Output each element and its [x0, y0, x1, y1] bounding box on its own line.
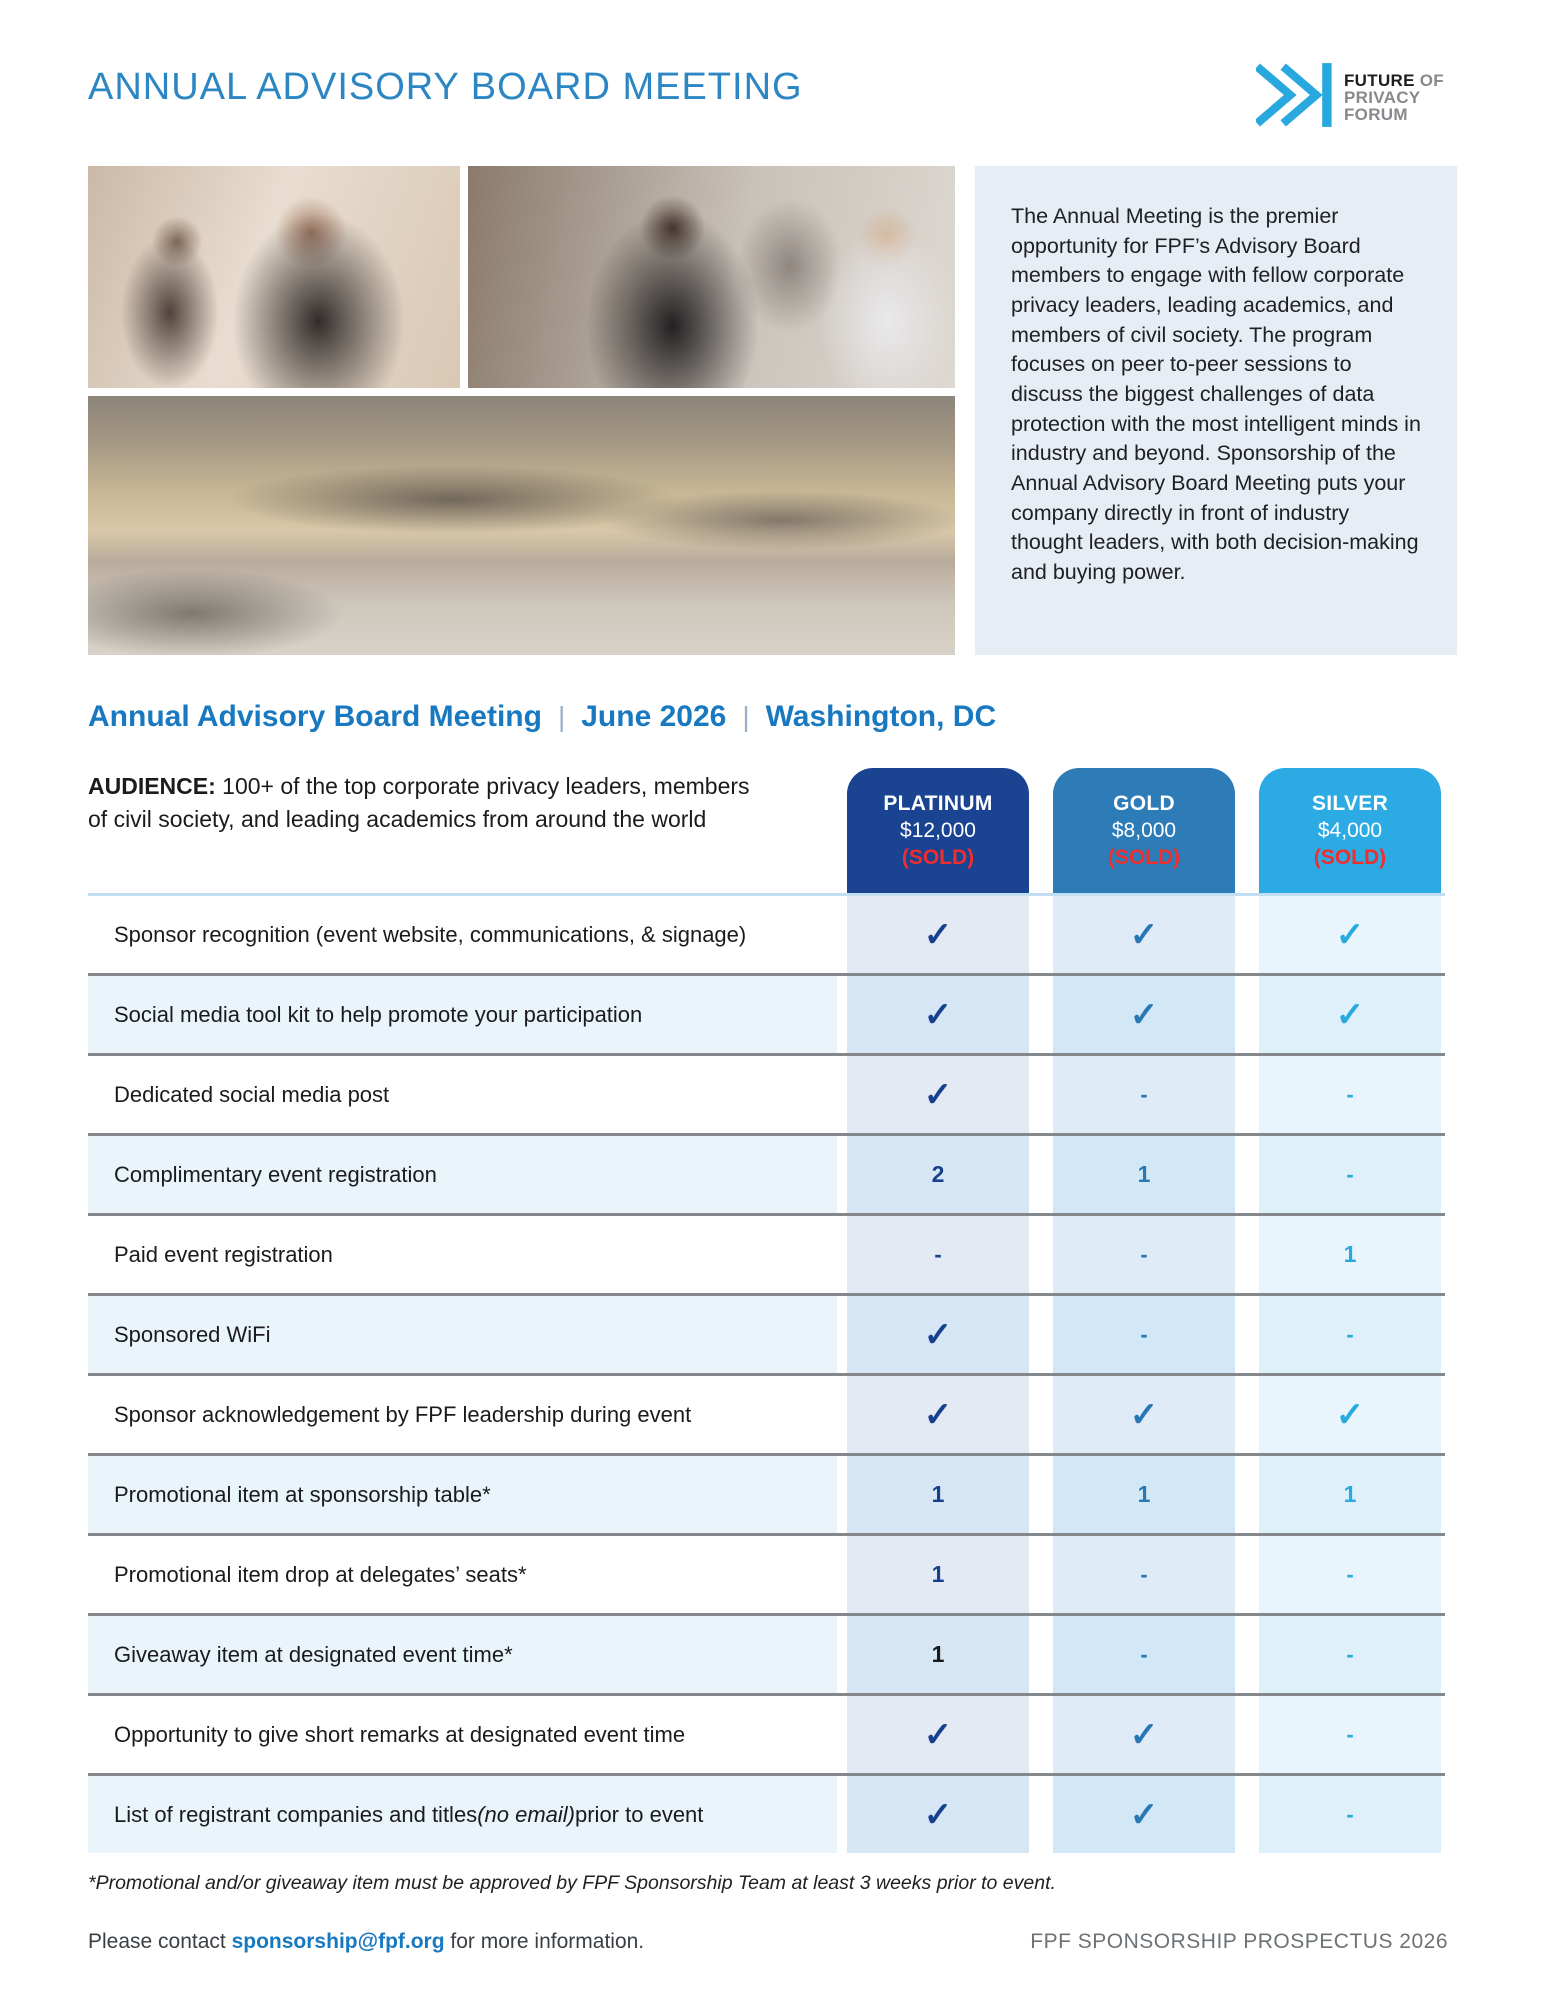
check-icon: ✓ — [1129, 995, 1159, 1034]
benefit-value-gold — [1053, 1376, 1235, 1453]
meeting-photo-speakers-left — [88, 166, 460, 388]
tier-header-silver — [1259, 768, 1441, 893]
tier-sold-badge: (SOLD) — [1107, 845, 1181, 869]
tier-header-gold — [1053, 768, 1235, 893]
subtitle-separator: | — [557, 701, 566, 732]
benefit-value-silver — [1259, 976, 1441, 1053]
benefit-row — [88, 1773, 1445, 1853]
benefit-value-platinum — [847, 1296, 1029, 1373]
dash-mark: - — [1346, 1721, 1354, 1747]
event-subtitle — [88, 700, 996, 734]
benefit-value-gold — [1053, 1456, 1235, 1533]
benefit-value-platinum — [847, 1216, 1029, 1293]
benefit-count: 1 — [1137, 1161, 1151, 1187]
fpf-logo-icon — [1256, 56, 1334, 139]
dash-mark: - — [934, 1241, 942, 1267]
benefit-value-gold — [1053, 1296, 1235, 1373]
tier-header-platinum — [847, 768, 1029, 893]
benefit-value-gold — [1053, 1696, 1235, 1773]
benefit-row — [88, 1053, 1445, 1133]
dash-mark: - — [1346, 1801, 1354, 1827]
tier-price: $4,000 — [1317, 818, 1383, 842]
benefit-value-gold — [1053, 1136, 1235, 1213]
tier-price: $8,000 — [1111, 818, 1177, 842]
benefit-value-platinum — [847, 1696, 1029, 1773]
benefit-count: 1 — [931, 1641, 945, 1667]
benefit-row — [88, 1133, 1445, 1213]
benefit-value-platinum — [847, 1136, 1029, 1213]
check-icon: ✓ — [1129, 1795, 1159, 1834]
benefit-label: Dedicated social media post — [88, 1056, 837, 1133]
tier-name: GOLD — [1113, 791, 1175, 815]
benefit-row — [88, 1533, 1445, 1613]
benefit-row — [88, 1453, 1445, 1533]
audience-description — [88, 770, 768, 837]
benefit-label: Opportunity to give short remarks at designated event time — [88, 1696, 837, 1773]
benefit-value-gold — [1053, 1216, 1235, 1293]
contact-prefix: Please contact — [88, 1930, 232, 1953]
contact-suffix: for more information. — [444, 1930, 645, 1953]
benefit-value-silver — [1259, 1296, 1441, 1373]
benefit-value-platinum — [847, 1376, 1029, 1453]
benefit-value-silver — [1259, 1776, 1441, 1853]
check-icon: ✓ — [1335, 1395, 1365, 1434]
benefit-label: Promotional item drop at delegates’ seats* — [88, 1536, 837, 1613]
benefit-label: Social media tool kit to help promote your participation — [88, 976, 837, 1053]
benefit-count: 2 — [931, 1161, 945, 1187]
benefit-value-platinum — [847, 1536, 1029, 1613]
meeting-photo-boardroom — [88, 396, 955, 655]
dash-mark: - — [1346, 1081, 1354, 1107]
benefit-value-gold — [1053, 1056, 1235, 1133]
tier-sold-badge: (SOLD) — [1313, 845, 1387, 869]
benefit-value-gold — [1053, 1776, 1235, 1853]
dash-mark: - — [1346, 1321, 1354, 1347]
benefit-row — [88, 1213, 1445, 1293]
check-icon: ✓ — [923, 1395, 953, 1434]
benefit-value-silver — [1259, 1136, 1441, 1213]
benefit-value-silver — [1259, 1616, 1441, 1693]
benefit-value-silver — [1259, 1456, 1441, 1533]
benefit-value-platinum — [847, 1616, 1029, 1693]
tier-sold-badge: (SOLD) — [901, 845, 975, 869]
benefit-value-platinum — [847, 1056, 1029, 1133]
dash-mark: - — [1346, 1641, 1354, 1667]
prospectus-footer-label: FPF SPONSORSHIP PROSPECTUS 2026 — [1030, 1930, 1448, 1953]
subtitle-date: June 2026 — [581, 700, 727, 733]
benefit-value-platinum — [847, 1456, 1029, 1533]
subtitle-event: Annual Advisory Board Meeting — [88, 700, 542, 733]
benefit-value-silver — [1259, 1056, 1441, 1133]
dash-mark: - — [1140, 1241, 1148, 1267]
check-icon: ✓ — [1129, 915, 1159, 954]
benefit-row — [88, 973, 1445, 1053]
audience-label: AUDIENCE: — [88, 773, 216, 799]
benefit-count: 1 — [931, 1481, 945, 1507]
benefit-value-silver — [1259, 1536, 1441, 1613]
check-icon: ✓ — [923, 1795, 953, 1834]
dash-mark: - — [1140, 1321, 1148, 1347]
tier-name: SILVER — [1311, 791, 1389, 815]
benefit-count: 1 — [1343, 1241, 1357, 1267]
page-title: ANNUAL ADVISORY BOARD MEETING — [88, 66, 803, 108]
dash-mark: - — [1140, 1641, 1148, 1667]
dash-mark: - — [1346, 1161, 1354, 1187]
benefit-value-silver — [1259, 1376, 1441, 1453]
benefit-count: 1 — [1137, 1481, 1151, 1507]
check-icon: ✓ — [923, 1075, 953, 1114]
benefit-label: List of registrant companies and titles (no email) prior to event — [88, 1776, 837, 1853]
benefit-row — [88, 1613, 1445, 1693]
benefit-label: Promotional item at sponsorship table* — [88, 1456, 837, 1533]
benefit-value-silver — [1259, 896, 1441, 973]
benefit-value-platinum — [847, 896, 1029, 973]
tier-price: $12,000 — [900, 818, 976, 842]
check-icon: ✓ — [923, 915, 953, 954]
intro-text-box — [975, 166, 1457, 655]
contact-line — [88, 1930, 644, 1954]
benefit-label: Complimentary event registration — [88, 1136, 837, 1213]
benefit-label: Sponsor acknowledgement by FPF leadership during event — [88, 1376, 837, 1453]
benefit-label: Sponsor recognition (event website, communications, & signage) — [88, 896, 837, 973]
check-icon: ✓ — [1129, 1395, 1159, 1434]
benefit-row — [88, 1293, 1445, 1373]
benefit-row — [88, 1693, 1445, 1773]
benefit-value-platinum — [847, 1776, 1029, 1853]
check-icon: ✓ — [923, 1715, 953, 1754]
benefit-value-silver — [1259, 1696, 1441, 1773]
footnote: *Promotional and/or giveaway item must be approved by FPF Sponsorship Team at least 3 weeks prior to event. — [88, 1872, 1056, 1894]
check-icon: ✓ — [923, 1315, 953, 1354]
benefit-value-gold — [1053, 896, 1235, 973]
benefit-count: 1 — [931, 1561, 945, 1587]
fpf-logo — [1256, 56, 1444, 139]
sponsorship-email-link[interactable]: sponsorship@fpf.org — [231, 1930, 445, 1953]
audience-text: 100+ of the top corporate privacy leaders, members of civil society, and leading academics from around the world — [88, 773, 750, 833]
meeting-photo-speaker-microphone — [468, 166, 955, 388]
dash-mark: - — [1140, 1081, 1148, 1107]
benefit-value-gold — [1053, 1616, 1235, 1693]
subtitle-separator: | — [742, 701, 750, 732]
benefit-label: Paid event registration — [88, 1216, 837, 1293]
check-icon: ✓ — [1129, 1715, 1159, 1754]
benefit-value-gold — [1053, 1536, 1235, 1613]
check-icon: ✓ — [923, 995, 953, 1034]
benefits-table — [88, 893, 1445, 1853]
check-icon: ✓ — [1335, 915, 1365, 954]
fpf-logo-wordmark: FUTURE OF PRIVACY FORUM — [1344, 70, 1444, 125]
benefit-value-silver — [1259, 1216, 1441, 1293]
benefit-label: Giveaway item at designated event time* — [88, 1616, 837, 1693]
intro-text: The Annual Meeting is the premier opportunity for FPF’s Advisory Board members to engage with fellow corporate privacy leaders, leading academics, and members of civil society. The program focuses on peer to-peer sessions to discuss the biggest challenges of data protection with the most intelligent minds in industry and beyond. Sponsorship of the Annual Advisory Board Meeting puts your company directly in front of industry thought leaders, with both decision-making and buying power. — [1011, 204, 1421, 584]
benefit-value-gold — [1053, 976, 1235, 1053]
benefit-value-platinum — [847, 976, 1029, 1053]
benefit-row — [88, 1373, 1445, 1453]
benefit-row — [88, 893, 1445, 973]
dash-mark: - — [1346, 1561, 1354, 1587]
dash-mark: - — [1140, 1561, 1148, 1587]
subtitle-location: Washington, DC — [765, 700, 997, 733]
check-icon: ✓ — [1335, 995, 1365, 1034]
tier-name: PLATINUM — [883, 791, 993, 815]
benefit-count: 1 — [1343, 1481, 1357, 1507]
benefit-label: Sponsored WiFi — [88, 1296, 837, 1373]
